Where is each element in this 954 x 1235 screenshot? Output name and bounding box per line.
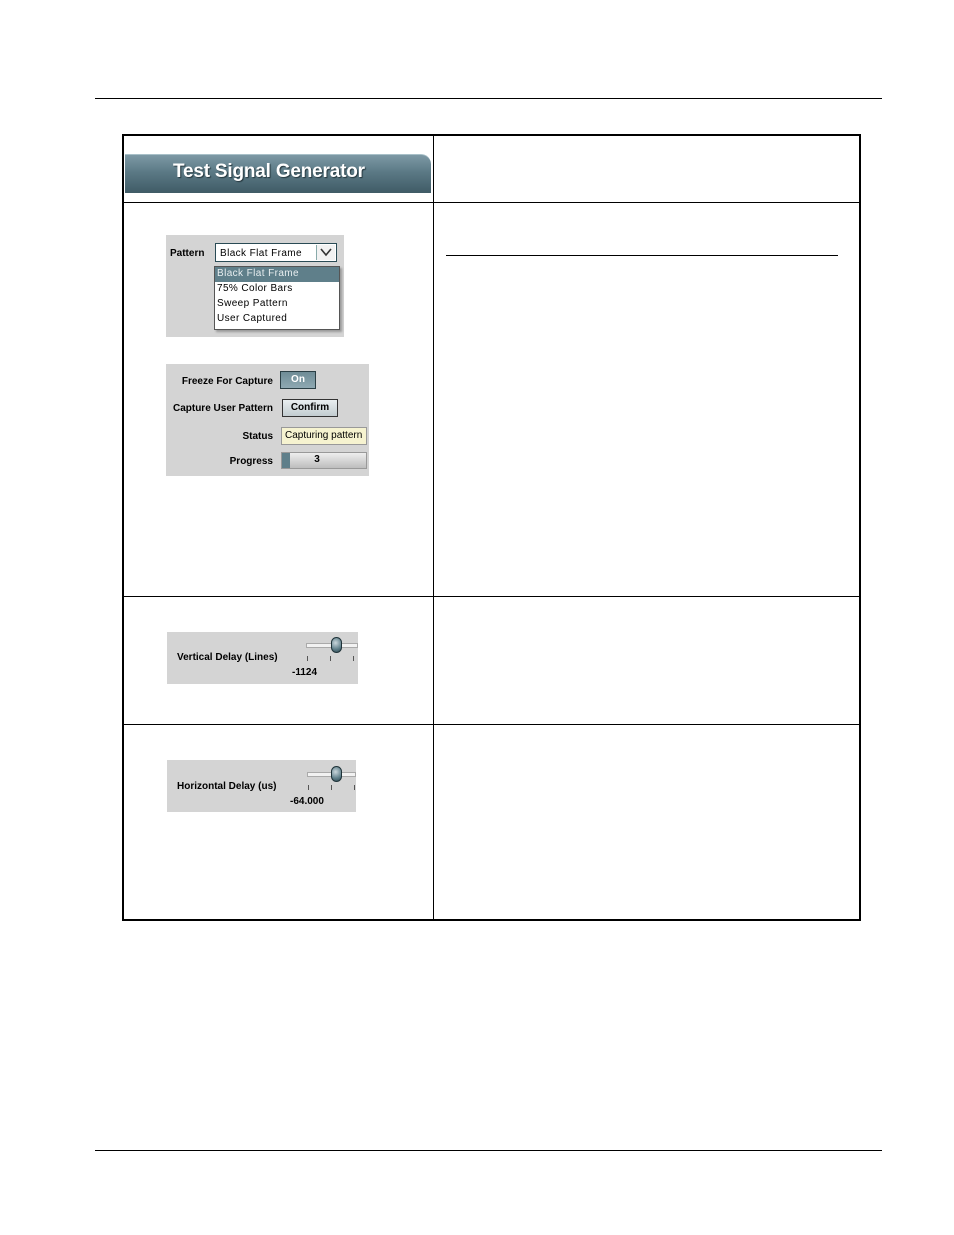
slider-tick: [308, 785, 309, 790]
slider-knob[interactable]: [331, 637, 342, 653]
slider-tick: [331, 785, 332, 790]
pattern-option[interactable]: Black Flat Frame: [215, 267, 339, 282]
pattern-options-list: [214, 266, 340, 330]
row-divider: [124, 724, 859, 725]
slider-tick: [354, 785, 355, 790]
slider-tick: [353, 656, 354, 661]
row-divider: [124, 202, 859, 203]
test-signal-generator-banner: [125, 154, 431, 193]
confirm-button[interactable]: Confirm: [282, 399, 338, 417]
status-field: Capturing pattern: [281, 427, 367, 445]
capture-panel: [166, 364, 369, 476]
description-rule: [446, 255, 838, 256]
slider-knob[interactable]: [331, 766, 342, 782]
capture-user-pattern-label: Capture User Pattern: [172, 403, 273, 414]
pattern-panel: [166, 235, 344, 337]
pattern-dropdown[interactable]: [215, 243, 337, 262]
status-label: Status: [242, 431, 273, 442]
horizontal-delay-panel: [167, 760, 356, 812]
page-footer-rule: [95, 1150, 882, 1151]
slider-tick: [330, 656, 331, 661]
vertical-delay-value: -1124: [292, 667, 318, 678]
horizontal-delay-value: -64.000: [290, 796, 324, 807]
pattern-selected-value: Black Flat Frame: [220, 248, 302, 259]
progress-label: Progress: [229, 456, 273, 467]
vertical-delay-label: Vertical Delay (Lines): [177, 652, 278, 663]
freeze-for-capture-toggle[interactable]: On: [280, 371, 316, 389]
vertical-delay-panel: [167, 632, 358, 684]
row-divider: [124, 596, 859, 597]
progress-bar: [281, 452, 367, 469]
chevron-down-icon[interactable]: [316, 245, 335, 260]
pattern-label: Pattern: [170, 248, 205, 259]
column-divider: [433, 136, 434, 919]
freeze-for-capture-label: Freeze For Capture: [181, 376, 273, 387]
settings-table: [122, 134, 861, 921]
pattern-option[interactable]: User Captured: [217, 313, 288, 324]
page-header-rule: [95, 98, 882, 99]
slider-tick: [307, 656, 308, 661]
pattern-option[interactable]: Sweep Pattern: [217, 298, 288, 309]
banner-title: Test Signal Generator: [173, 161, 365, 182]
pattern-option[interactable]: 75% Color Bars: [217, 283, 293, 294]
progress-value: 3: [314, 454, 320, 465]
horizontal-delay-label: Horizontal Delay (us): [177, 781, 277, 792]
